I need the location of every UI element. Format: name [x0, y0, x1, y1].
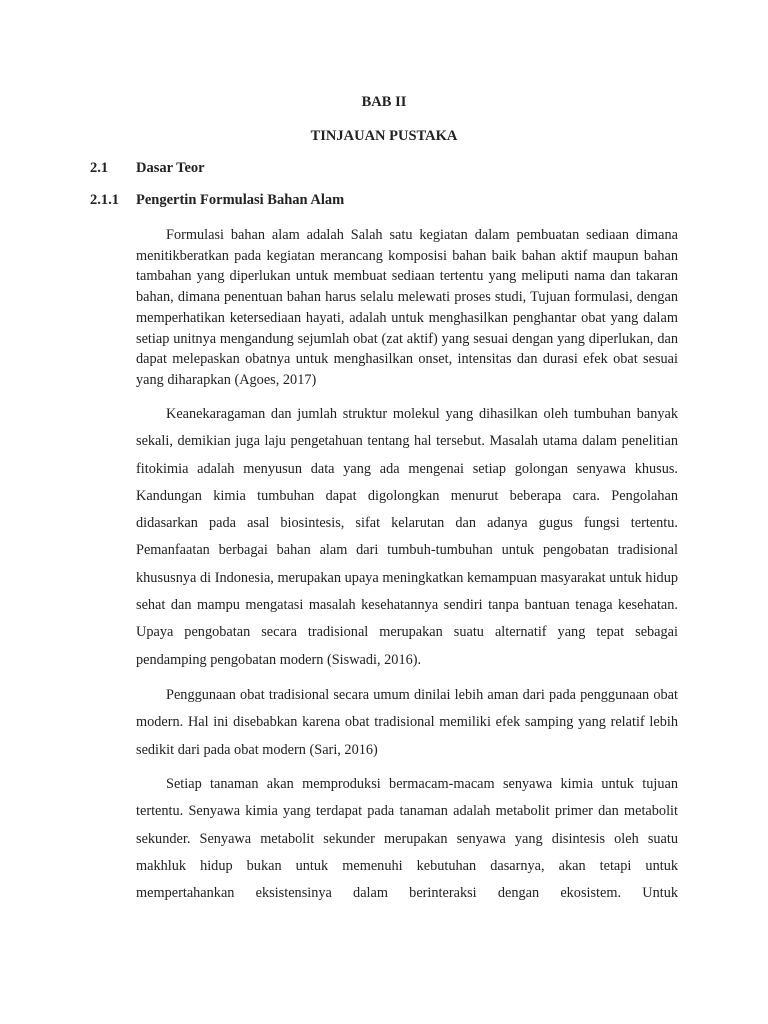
chapter-title: TINJAUAN PUSTAKA: [310, 128, 458, 144]
paragraph-keanekaragaman: Keanekaragaman dan jumlah struktur molekul yang dihasilkan oleh tumbuhan banyak sekali, demikian juga laju pengetahuan tentang hal tersebut. Masalah utama dalam penelitian fitokimia adalah menyusun data yang ada mengenai setiap golongan senyawa khusus. Kandungan kimia tumbuhan dapat digolongkan menurut beberapa cara. Pengolahan didasarkan pada asal biosintesis, sifat kelarutan dan adanya gugus fungsi tertentu. Pemanfaatan berbagai bahan alam dari tumbuh-tumbuhan untuk pengobatan tradisional khususnya di Indonesia, merupakan upaya meningkatkan kemampuan masyarakat untuk hidup sehat dan mampu mengatasi masalah kesehatannya sendiri tanpa bantuan tenaga kesehatan. Upaya pengobatan secara tradisional merupakan suatu alternatif yang tepat sebagai pendamping pengobatan modern (Siswadi, 2016).: [136, 406, 678, 668]
section-heading: [90, 160, 205, 177]
section-number: 2.1: [90, 160, 109, 176]
subsection-heading: [90, 192, 344, 209]
section-title: Dasar Teor: [136, 160, 205, 176]
subsection-title: Pengertin Formulasi Bahan Alam: [136, 192, 345, 208]
paragraph-penggunaan: Penggunaan obat tradisional secara umum dinilai lebih aman dari pada penggunaan obat modern. Hal ini disebabkan karena obat tradisional memiliki efek samping yang relatif lebih sedikit dari pada obat modern (Sari, 2016): [136, 687, 678, 758]
paragraph-formulasi: Formulasi bahan alam adalah Salah satu kegiatan dalam pembuatan sediaan dimana menitikberatkan pada kegiatan merancang komposisi bahan baik bahan aktif maupun bahan tambahan yang diperlukan untuk membuat sediaan tertentu yang meliputi nama dan takaran bahan, dimana penentuan bahan harus selalu melewati proses studi, Tujuan formulasi, dengan memperhatikan ketersediaan hayati, adalah untuk menghasilkan penghantar obat yang dalam setiap unitnya mengandung sejumlah obat (zat aktif) yang sesuai dengan yang diperlukan, dan dapat melepaskan obatnya untuk menghasilkan onset, intensitas dan durasi efek obat sesuai yang diharapkan (Agoes, 2017): [136, 227, 678, 388]
chapter-number: BAB II: [361, 94, 407, 110]
subsection-number: 2.1.1: [90, 192, 119, 208]
paragraph-setiap-tanaman: Setiap tanaman akan memproduksi bermacam-macam senyawa kimia untuk tujuan tertentu. Senyawa kimia yang terdapat pada tanaman adalah metabolit primer dan metabolit sekunder. Senyawa metabolit sekunder merupakan senyawa yang disintesis oleh suatu makhluk hidup bukan untuk memenuhi kebutuhan dasarnya, akan tetapi untuk mempertahankan eksistensinya dalam berinteraksi dengan ekosistem. Untuk: [136, 776, 678, 902]
